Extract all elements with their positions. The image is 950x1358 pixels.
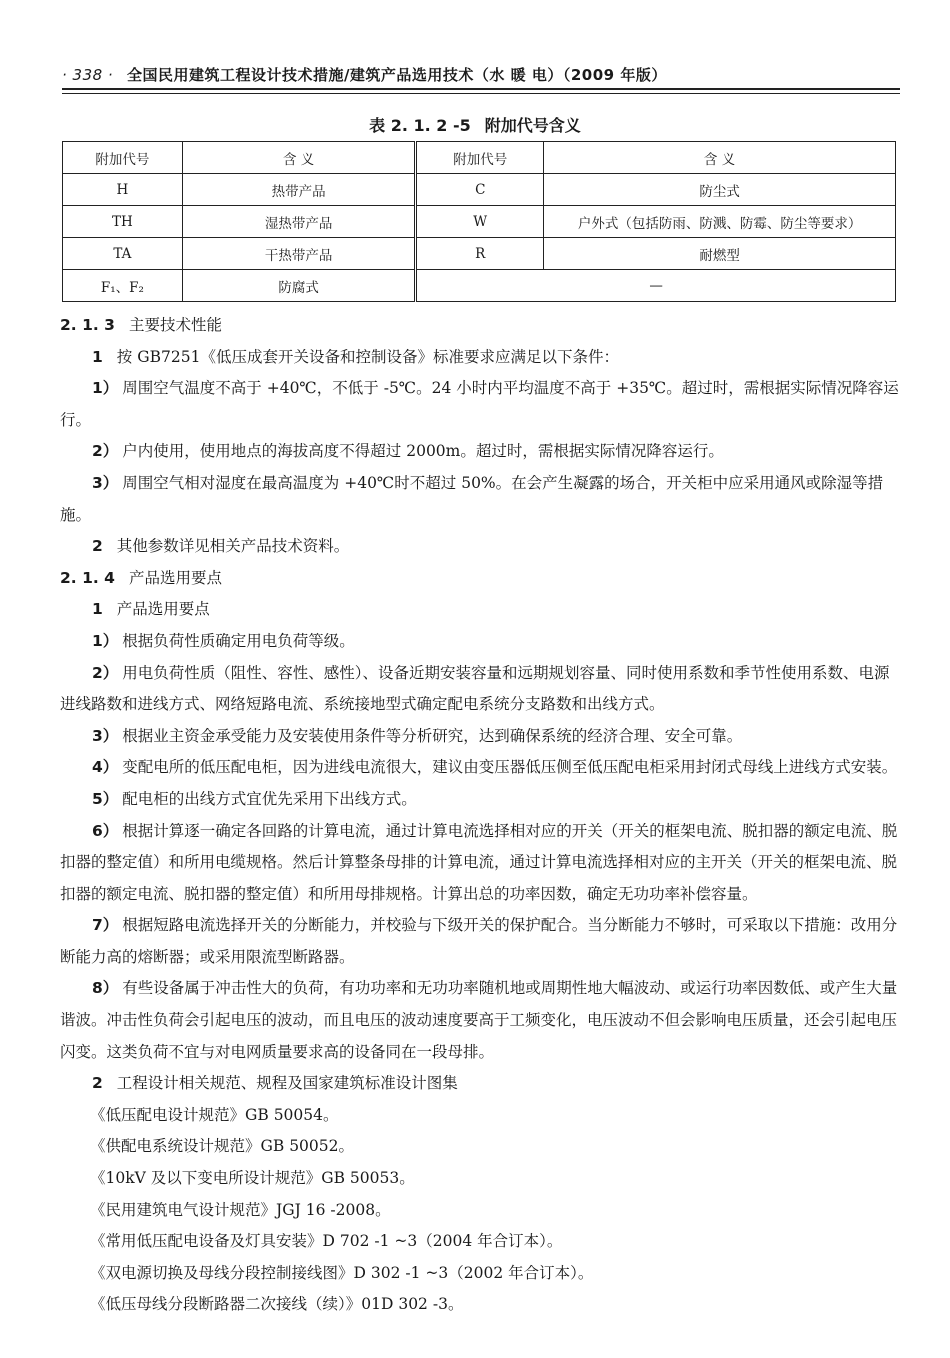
reference-item: 《低压配电设计规范》GB 50054。	[90, 1105, 339, 1124]
section-number: 2. 1. 4	[60, 568, 115, 587]
header-rule-thin	[62, 93, 900, 94]
table-caption-text: 附加代号含义	[484, 116, 581, 135]
table-row	[63, 270, 896, 302]
table-cell: R	[416, 238, 544, 270]
table-cell: C	[416, 174, 544, 206]
section-title: 主要技术性能	[128, 316, 222, 334]
table-cell-empty: —	[416, 270, 896, 302]
paragraph: 1 产品选用要点	[92, 600, 210, 619]
table-row	[63, 238, 896, 270]
section-number: 2. 1. 3	[60, 316, 115, 334]
list-item: 5） 配电柜的出线方式宜优先采用下出线方式。	[92, 789, 417, 808]
list-item: 3） 周围空气相对湿度在最高温度为 +40℃时不超过 50%。在会产生凝露的场合，开关柜中应采用通风或除湿等措施。	[60, 473, 884, 524]
table-cell: W	[416, 206, 544, 238]
list-item: 1） 根据负荷性质确定用电负荷等级。	[92, 631, 355, 650]
section-heading	[60, 563, 900, 595]
table-row	[63, 206, 896, 238]
code-table	[62, 141, 896, 302]
reference-item: 《供配电系统设计规范》GB 50052。	[90, 1137, 355, 1156]
running-header	[62, 64, 902, 85]
table-row	[63, 174, 896, 206]
section-title: 产品选用要点	[128, 568, 222, 587]
list-item: 4） 变配电所的低压配电柜，因为进线电流很大，建议由变压器低压侧至低压配电柜采用封闭式母线上进线方式安装。	[92, 758, 898, 777]
table-cell: H	[63, 174, 183, 206]
reference-item: 《双电源切换及母线分段控制接线图》D 302 -1 ~3（2002 年合订本）。	[90, 1263, 594, 1282]
page-number: · 338 ·	[62, 66, 114, 84]
reference-item: 《10kV 及以下变电所设计规范》GB 50053。	[90, 1169, 415, 1188]
table-cell: 防腐式	[182, 270, 416, 302]
paragraph: 1 按 GB7251《低压成套开关设备和控制设备》标准要求应满足以下条件：	[92, 347, 619, 366]
table-header-cell: 含 义	[544, 142, 896, 174]
paragraph: 2 工程设计相关规范、规程及国家建筑标准设计图集	[92, 1074, 458, 1093]
table-cell: TA	[63, 238, 183, 270]
list-item: 8） 有些设备属于冲击性大的负荷，有功功率和无功功率随机地或周期性地大幅波动、或运行功率因数低、或产生大量谐波。冲击性负荷会引起电压的波动，而且电压的波动速度要高于工频变化，电压波动不但会影响电压质量，还会引起电压闪变。这类负荷不宜与对电网质量要求高的设备同在一段母排。	[60, 979, 898, 1061]
running-title: 全国民用建筑工程设计技术措施/建筑产品选用技术（水 暖 电）（2009 年版）	[126, 66, 667, 84]
table-cell: 湿热带产品	[182, 206, 416, 238]
table-cell: 耐燃型	[544, 238, 896, 270]
table-header-cell: 附加代号	[63, 142, 183, 174]
section-heading	[60, 310, 900, 342]
reference-item: 《常用低压配电设备及灯具安装》D 702 -1 ~3（2004 年合订本）。	[90, 1232, 563, 1251]
table-cell: 干热带产品	[182, 238, 416, 270]
table-cell: 防尘式	[544, 174, 896, 206]
table-cell: 户外式（包括防雨、防溅、防霉、防尘等要求）	[544, 206, 896, 238]
table-cell: F₁、F₂	[63, 270, 183, 302]
list-item: 1） 周围空气温度不高于 +40℃，不低于 -5℃。24 小时内平均温度不高于 +35℃。超过时，需根据实际情况降容运行。	[60, 379, 899, 429]
table-caption	[0, 113, 950, 136]
table-header-row	[63, 142, 896, 174]
table-header-cell: 附加代号	[416, 142, 544, 174]
table-number: 表 2. 1. 2 -5	[369, 116, 471, 135]
body-text	[60, 310, 900, 1321]
table-cell: 热带产品	[182, 174, 416, 206]
list-item: 3） 根据业主资金承受能力及安装使用条件等分析研究，达到确保系统的经济合理、安全可靠。	[92, 726, 743, 745]
list-item: 6） 根据计算逐一确定各回路的计算电流，通过计算电流选择相对应的开关（开关的框架电流、脱扣器的额定电流、脱扣器的整定值）和所用电缆规格。然后计算整条母排的计算电流，通过计算电流选择相对应的主开关（开关的框架电流、脱扣器的额定电流、脱扣器的整定值）和所用母排规格。计算出总的功率因数，确定无功功率补偿容量。	[60, 821, 898, 903]
table-cell: TH	[63, 206, 183, 238]
table-header-cell: 含 义	[182, 142, 416, 174]
list-item: 2） 用电负荷性质（阻性、容性、感性）、设备近期安装容量和远期规划容量、同时使用系数和季节性使用系数、电源进线路数和进线方式、网络短路电流、系统接地型式确定配电系统分支路数和出线方式。	[60, 663, 890, 714]
paragraph: 2 其他参数详见相关产品技术资料。	[92, 537, 350, 556]
list-item: 7） 根据短路电流选择开关的分断能力，并校验与下级开关的保护配合。当分断能力不够时，可采取以下措施：改用分断能力高的熔断器；或采用限流型断路器。	[60, 916, 898, 966]
reference-item: 《民用建筑电气设计规范》JGJ 16 -2008。	[90, 1200, 391, 1219]
list-item: 2） 户内使用，使用地点的海拔高度不得超过 2000m。超过时，需根据实际情况降容运行。	[92, 442, 724, 461]
header-rule-thick	[62, 88, 900, 90]
reference-item: 《低压母线分段断路器二次接线（续）》01D 302 -3。	[90, 1295, 464, 1314]
